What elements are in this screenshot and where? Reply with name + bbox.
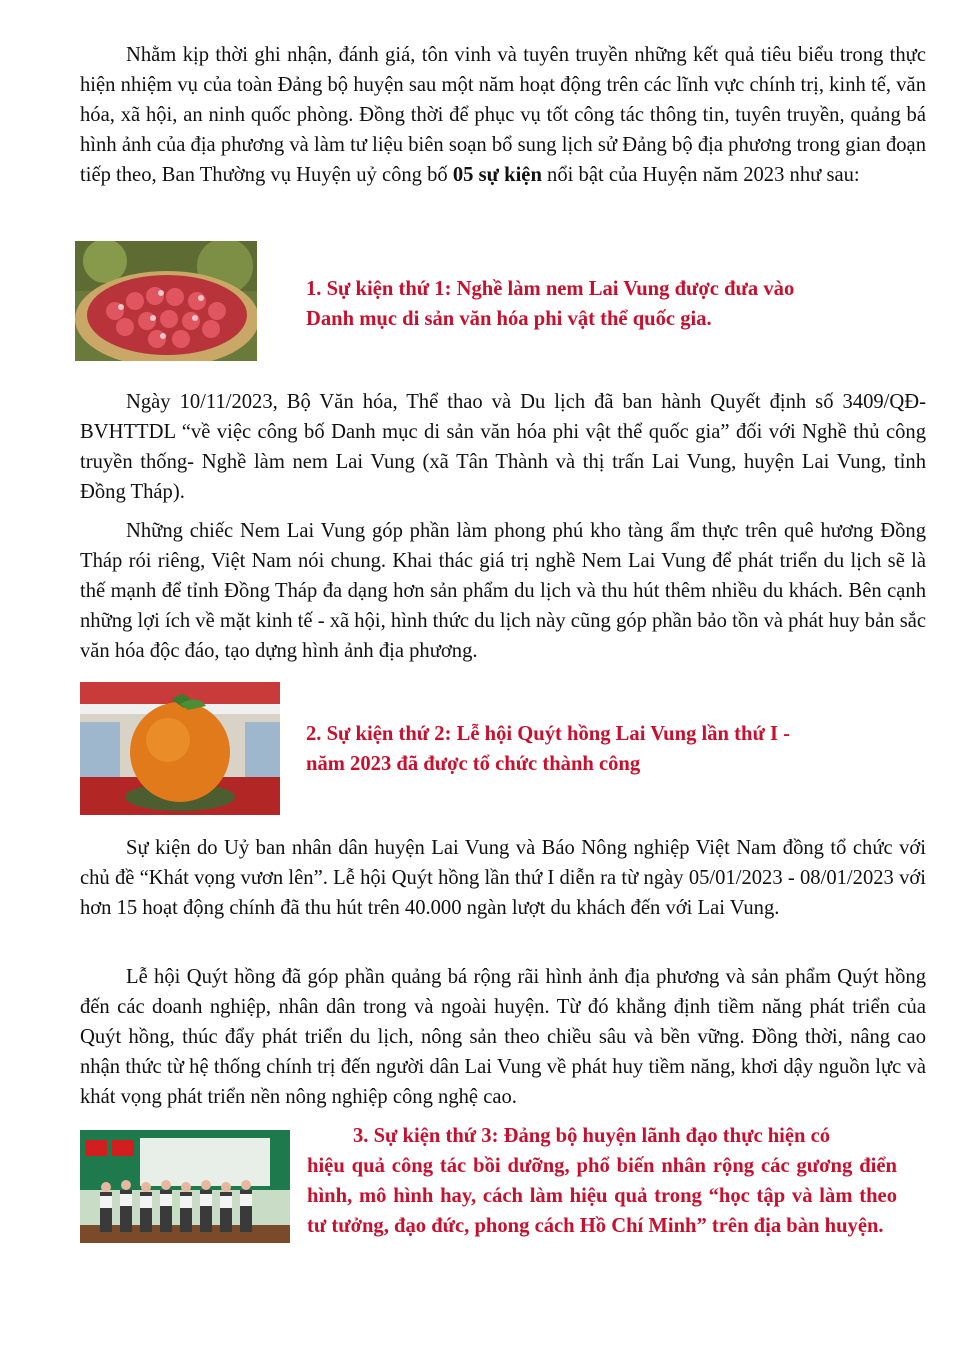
event-2-heading-line1: 2. Sự kiện thứ 2: Lễ hội Quýt hồng Lai Vung lần thứ I - xyxy=(306,723,790,745)
intro-paragraph xyxy=(80,40,926,190)
award-ceremony-photo xyxy=(80,1130,290,1243)
event-1-heading-line2: Danh mục di sản văn hóa phi vật thể quốc gia. xyxy=(306,308,712,330)
intro-bold-text: 05 sự kiện xyxy=(452,164,542,186)
quyt-hong-festival-photo xyxy=(80,682,280,815)
event-2-paragraph-1: Sự kiện do Uỷ ban nhân dân huyện Lai Vung và Báo Nông nghiệp Việt Nam đồng tổ chức với chủ đề “Khát vọng vươn lên”. Lễ hội Quýt hồng lần thứ I diễn ra từ ngày 05/01/2023 - 08/01/2023 với hơn 15 hoạt động chính đã thu hút trên 40.000 ngàn lượt du khách đến với Lai Vung. xyxy=(80,837,926,919)
event-3-heading-rest: hiệu quả công tác bồi dưỡng, phổ biến nhân rộng các gương điển hình, mô hình hay, cách làm hiệu quả trong “học tập và làm theo tư tưởng, đạo đức, phong cách Hồ Chí Minh” trên địa bàn huyện. xyxy=(307,1155,897,1237)
event-2-paragraph-2: Lễ hội Quýt hồng đã góp phần quảng bá rộng rãi hình ảnh địa phương và sản phẩm Quýt hồng đến các doanh nghiệp, nhân dân trong và ngoài huyện. Từ đó khẳng định tiềm năng phát triển của Quýt hồng, thúc đẩy phát triển du lịch, nông sản theo chiều sâu và bền vững. Đồng thời, nâng cao nhận thức từ hệ thống chính trị đến người dân Lai Vung về phát huy tiềm năng, khơi dậy nguồn lực và khát vọng phát triển nền nông nghiệp công nghệ cao. xyxy=(80,966,926,1108)
event-1-paragraph-1: Ngày 10/11/2023, Bộ Văn hóa, Thể thao và Du lịch đã ban hành Quyết định số 3409/QĐ-BVHTTDL “về việc công bố Danh mục di sản văn hóa phi vật thể quốc gia” đối với Nghề thủ công truyền thống- Nghề làm nem Lai Vung (xã Tân Thành và thị trấn Lai Vung, huyện Lai Vung, tỉnh Đồng Tháp). xyxy=(80,391,926,503)
event-1-paragraph-2: Những chiếc Nem Lai Vung góp phần làm phong phú kho tàng ẩm thực trên quê hương Đồng Tháp rói riêng, Việt Nam nói chung. Khai thác giá trị nghề Nem Lai Vung để phát triển du lịch sẽ là thế mạnh để tỉnh Đồng Tháp đa dạng hơn sản phẩm du lịch và thu hút thêm nhiều du khách. Bên cạnh những lợi ích về mặt kinh tế - xã hội, hình thức du lịch này cũng góp phần bảo tồn và phát huy bản sắc văn hóa độc đáo, tạo dựng hình ảnh địa phương. xyxy=(80,520,926,662)
event-2-heading-line2: năm 2023 đã được tổ chức thành công xyxy=(306,753,641,775)
nem-lai-vung-photo xyxy=(75,241,257,361)
event-2-heading xyxy=(306,719,790,779)
event-1-heading-line1: 1. Sự kiện thứ 1: Nghề làm nem Lai Vung được đưa vào xyxy=(306,278,795,300)
intro-text: Nhằm kịp thời ghi nhận, đánh giá, tôn vinh và tuyên truyền những kết quả tiêu biểu trong thực hiện nhiệm vụ của toàn Đảng bộ huyện sau một năm hoạt động trên các lĩnh vực chính trị, kinh tế, văn hóa, xã hội, an ninh quốc phòng. Đồng thời để phục vụ tốt công tác thông tin, tuyên truyền, quảng bá hình ảnh của địa phương và làm tư liệu biên soạn bổ sung lịch sử Đảng bộ địa phương trong gian đoạn tiếp theo, Ban Thường vụ Huyện uỷ công bố xyxy=(80,44,926,186)
intro-text-end: nổi bật của Huyện năm 2023 như sau: xyxy=(541,164,860,186)
event-3-heading xyxy=(307,1121,897,1241)
event-3-heading-line1: 3. Sự kiện thứ 3: Đảng bộ huyện lãnh đạo thực hiện có xyxy=(353,1125,831,1147)
event-1-heading xyxy=(306,274,794,334)
